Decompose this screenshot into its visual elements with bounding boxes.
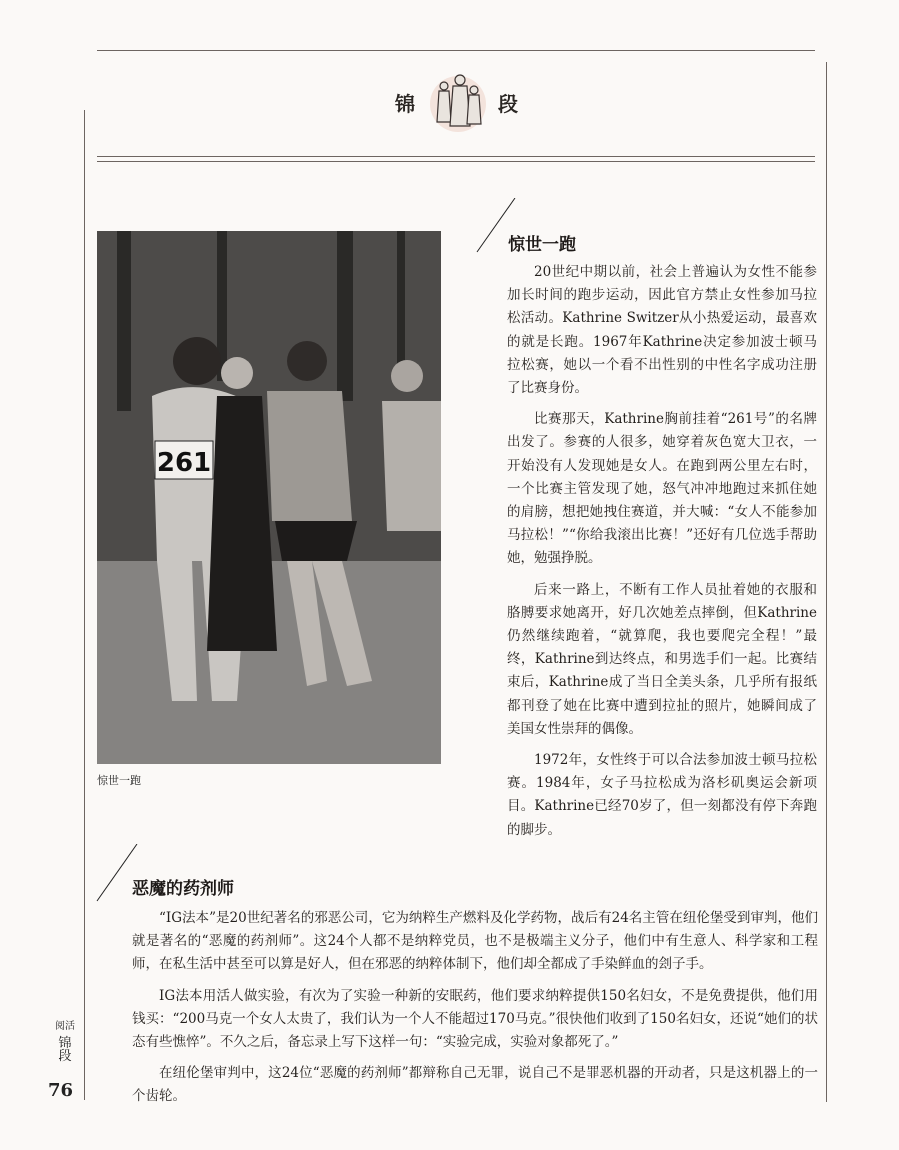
- page-number: 76: [48, 1080, 74, 1101]
- photo-caption: 惊世一跑: [97, 774, 141, 787]
- paragraph: 后来一路上，不断有工作人员扯着她的衣服和胳膊要求她离开，好几次她差点摔倒，但Kathrine仍然继续跑着，“就算爬，我也要爬完全程！”最终，Kathrine到达终点，和男选手们一起。比赛结束后，Kathrine成了当日全美头条，几乎所有报纸都刊登了她在比赛中遭到拉扯的照片，她瞬间成了美国女性崇拜的偶像。: [507, 581, 817, 737]
- article-body: [507, 261, 817, 850]
- left-border: [84, 110, 85, 1100]
- paragraph: “IG法本”是20世纪著名的邪恶公司，它为纳粹生产燃料及化学药物，战后有24名主管在纽伦堡受到审判，他们就是著名的“恶魔的药剂师”。这24个人都不是纳粹党员，也不是极端主义分子，他们中有生意人、科学家和工程师，在私生活中甚至可以算是好人，但在邪恶的纳粹体制下，他们却全都成了手染鲜血的刽子手。: [132, 910, 818, 973]
- article-title: 惊世一跑: [508, 235, 576, 255]
- header-rule-1: [97, 156, 815, 157]
- magazine-section-label: [55, 1020, 75, 1063]
- magazine-name: 阅活: [55, 1021, 75, 1032]
- section-name: 锦段: [58, 1036, 72, 1064]
- figures-emblem-icon: [430, 70, 486, 134]
- right-border: [826, 62, 827, 1102]
- paragraph: 20世纪中期以前，社会上普遍认为女性不能参加长时间的跑步运动，因此官方禁止女性参加马拉松活动。Kathrine Switzer从小热爱运动，最喜欢的就是长跑。1967年Kathrine决定参加波士顿马拉松赛，她以一个看不出性别的中性名字成功注册了比赛身份。: [507, 264, 817, 397]
- paragraph: 1972年，女性终于可以合法参加波士顿马拉松赛。1984年，女子马拉松成为洛杉矶奥运会新项目。Kathrine已经70岁了，但一刻都没有停下奔跑的脚步。: [507, 752, 817, 838]
- paragraph: IG法本用活人做实验，有次为了实验一种新的安眠药，他们要求纳粹提供150名妇女，不是免费提供，他们用钱买：“200马克一个女人太贵了，我们认为一个人不能超过170马克。”很快他们收到了150名妇女，还说“她们的状态有些憔悴”。不久之后，备忘录上写下这样一句：“实验完成，实验对象都死了。”: [132, 987, 818, 1051]
- photo-bib-number: 261: [156, 448, 212, 478]
- section-header-left: 锦: [395, 92, 417, 116]
- paragraph: 在纽伦堡审判中，这24位“恶魔的药剂师”都辩称自己无罪，说自己不是罪恶机器的开动者，只是这机器上的一个齿轮。: [132, 1065, 818, 1105]
- section-header-right: 段: [498, 92, 520, 116]
- header-rule-2: [97, 161, 815, 162]
- article-body: [132, 907, 818, 1117]
- paragraph: 比赛那天，Kathrine胸前挂着“261号”的名牌出发了。参赛的人很多，她穿着灰色宽大卫衣，一开始没有人发现她是女人。在跑到两公里左右时，一个比赛主管发现了她，怒气冲冲地跑过来抓住她的肩膀，想把她拽住赛道，并大喊：“女人不能参加马拉松！”“你给我滚出比赛！”还好有几位选手帮助她，勉强挣脱。: [507, 411, 817, 567]
- marathon-photo: [97, 231, 441, 764]
- top-rule: [97, 50, 815, 51]
- article-title: 恶魔的药剂师: [132, 879, 234, 899]
